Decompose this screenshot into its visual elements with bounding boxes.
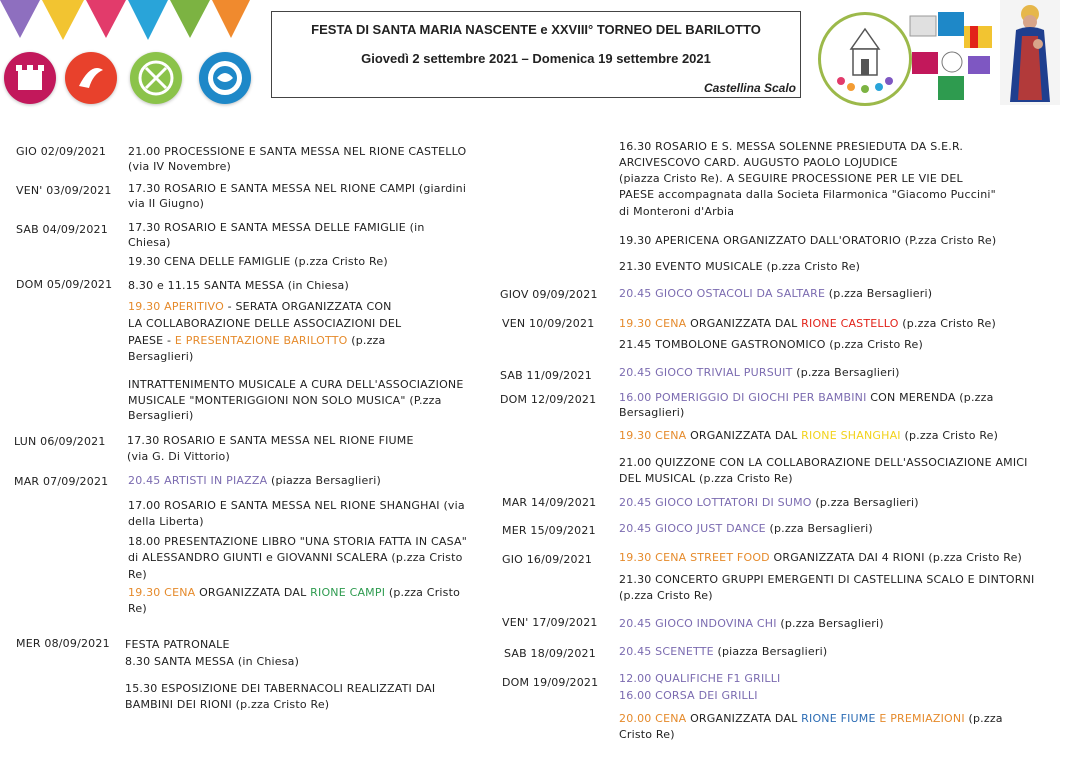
event-line	[619, 521, 873, 537]
event-line: 19.30 APERICENA ORGANIZZATO DALL'ORATORIO (P.zza Cristo Re)	[619, 234, 997, 247]
event-line: Chiesa)	[128, 236, 171, 249]
event-text: (piazza Bersaglieri)	[267, 474, 381, 487]
date-label: SAB 18/09/2021	[504, 647, 596, 660]
event-line: Cristo Re)	[619, 728, 675, 741]
event-text: (p.zza Bersaglieri)	[792, 366, 900, 379]
event-text: (p.zza Cristo Re)	[900, 429, 999, 442]
street-food-highlight: 19.30 CENA STREET FOOD	[619, 551, 770, 564]
madonna-icon	[1000, 0, 1060, 105]
flags-barrels-icon	[908, 12, 994, 102]
event-line: 17.30 ROSARIO E SANTA MESSA NEL RIONE CAMPI (giardini	[128, 182, 467, 195]
event-text: (p.zza Bersaglieri)	[765, 522, 873, 535]
event-text: (p.zza	[347, 334, 386, 347]
cena-highlight: 19.30 CENA	[619, 429, 687, 442]
event-line	[619, 711, 1003, 727]
rioni-flags-banner	[0, 0, 250, 40]
event-text: (p.zza Bersaglieri)	[776, 617, 884, 630]
event-text: - SERATA ORGANIZZATA CON	[223, 300, 392, 313]
date-label: MER 15/09/2021	[502, 524, 596, 537]
event-line: (via G. Di Vittorio)	[127, 450, 230, 463]
event-line	[619, 316, 996, 332]
madonna-statue-image	[1000, 0, 1060, 105]
event-line: 19.30 CENA DELLE FAMIGLIE (p.zza Cristo Re)	[128, 255, 388, 268]
date-label: VEN' 17/09/2021	[502, 616, 598, 629]
event-line: 21.00 QUIZZONE CON LA COLLABORAZIONE DELL'ASSOCIAZIONE AMICI	[619, 456, 1028, 469]
date-label: VEN 10/09/2021	[502, 317, 595, 330]
event-text: (p.zza Cristo Re)	[898, 317, 996, 330]
cena-highlight: 19.30 CENA	[619, 317, 687, 330]
event-line: 17.00 ROSARIO E SANTA MESSA NEL RIONE SHANGHAI (via	[128, 499, 465, 512]
cena-highlight: 19.30 CENA	[128, 586, 196, 599]
church-icon	[821, 15, 909, 103]
event-dates: Giovedì 2 settembre 2021 – Domenica 19 settembre 2021	[361, 51, 711, 66]
event-title: FESTA DI SANTA MARIA NASCENTE e XXVIII° TORNEO DEL BARILOTTO	[311, 22, 761, 37]
event-line	[619, 495, 919, 511]
torneo-barilotto-logo	[908, 12, 994, 102]
event-line	[619, 644, 827, 660]
rione-castello-highlight: RIONE CASTELLO	[801, 317, 899, 330]
scenette-highlight: 20.45 SCENETTE	[619, 645, 714, 658]
event-line	[619, 550, 1022, 566]
event-line	[128, 299, 392, 315]
aperitivo-highlight: 19.30 APERITIVO	[128, 300, 224, 313]
rione-fiume-badge-icon	[65, 52, 117, 104]
event-line: MUSICALE "MONTERIGGIONI NON SOLO MUSICA" (P.zza	[128, 394, 442, 407]
event-line: (via IV Novembre)	[128, 160, 232, 173]
event-line: 21.30 CONCERTO GRUPPI EMERGENTI DI CASTELLINA SCALO E DINTORNI	[619, 573, 1035, 586]
event-line: Bersaglieri)	[128, 350, 194, 363]
event-line	[128, 333, 385, 349]
date-label: SAB 11/09/2021	[500, 369, 592, 382]
date-label: MAR 14/09/2021	[502, 496, 597, 509]
event-line: 16.00 CORSA DEI GRILLI	[619, 689, 758, 702]
event-line	[619, 616, 884, 632]
date-label: GIO 02/09/2021	[16, 145, 107, 158]
event-line: 12.00 QUALIFICHE F1 GRILLI	[619, 672, 781, 685]
event-line: 18.00 PRESENTAZIONE LIBRO "UNA STORIA FATTA IN CASA"	[128, 535, 467, 548]
date-label: GIO 16/09/2021	[502, 553, 593, 566]
event-line: 8.30 e 11.15 SANTA MESSA (in Chiesa)	[128, 279, 349, 292]
gioco-highlight: 20.45 GIOCO LOTTATORI DI SUMO	[619, 496, 812, 509]
event-line: 16.30 ROSARIO E S. MESSA SOLENNE PRESIEDUTA DA S.E.R.	[619, 140, 964, 153]
event-text: (p.zza Bersaglieri)	[811, 496, 919, 509]
event-line: ARCIVESCOVO CARD. AUGUSTO PAOLO LOJUDICE	[619, 156, 898, 169]
event-line	[128, 585, 460, 601]
rione-fiume-highlight: RIONE FIUME	[801, 712, 876, 725]
premiazioni-highlight: E PREMIAZIONI	[879, 712, 965, 725]
event-line: Bersaglieri)	[128, 409, 194, 422]
rione-shanghai-badge-icon	[199, 52, 251, 104]
title-box	[271, 11, 801, 98]
event-line: 17.30 ROSARIO E SANTA MESSA NEL RIONE FIUME	[127, 434, 414, 447]
rione-campi-badge-icon	[130, 52, 182, 104]
event-line: 21.45 TOMBOLONE GASTRONOMICO (p.zza Cristo Re)	[619, 338, 923, 351]
event-text: PAESE -	[128, 334, 175, 347]
event-text: ORGANIZZATA DAL	[195, 586, 311, 599]
event-text: (p.zza Bersaglieri)	[825, 287, 933, 300]
pomeriggio-highlight: 16.00 POMERIGGIO DI GIOCHI PER BAMBINI	[619, 391, 867, 404]
event-line: 21.30 EVENTO MUSICALE (p.zza Cristo Re)	[619, 260, 861, 273]
event-line: Re)	[128, 602, 147, 615]
date-label: DOM 05/09/2021	[16, 278, 113, 291]
event-line: di ALESSANDRO GIUNTI e GIOVANNI SCALERA (p.zza Cristo	[128, 551, 463, 564]
cena-highlight: 20.00 CENA	[619, 712, 687, 725]
gioco-highlight: 20.45 GIOCO TRIVIAL PURSUIT	[619, 366, 793, 379]
event-line: di Monteroni d'Arbia	[619, 205, 735, 218]
rione-shanghai-highlight: RIONE SHANGHAI	[801, 429, 901, 442]
event-line: (piazza Cristo Re). A SEGUIRE PROCESSIONE PER LE VIE DEL	[619, 172, 963, 185]
date-label: DOM 12/09/2021	[500, 393, 597, 406]
event-text: (p.zza Cristo	[385, 586, 461, 599]
event-line: della Liberta)	[128, 515, 204, 528]
rione-campi-highlight: RIONE CAMPI	[310, 586, 386, 599]
event-text: ORGANIZZATA DAL	[686, 712, 802, 725]
date-label: LUN 06/09/2021	[14, 435, 106, 448]
event-line	[619, 286, 932, 302]
event-line: via II Giugno)	[128, 197, 205, 210]
event-line: DEL MUSICAL (p.zza Cristo Re)	[619, 472, 793, 485]
date-label: MER 08/09/2021	[16, 637, 110, 650]
event-text: ORGANIZZATA DAL	[686, 317, 802, 330]
event-line: 17.30 ROSARIO E SANTA MESSA DELLE FAMIGLIE (in	[128, 221, 425, 234]
barilotto-highlight: E PRESENTAZIONE BARILOTTO	[174, 334, 348, 347]
event-line: 8.30 SANTA MESSA (in Chiesa)	[125, 655, 300, 668]
date-label: VEN' 03/09/2021	[16, 184, 112, 197]
oratorio-logo	[818, 12, 912, 106]
event-line: INTRATTENIMENTO MUSICALE A CURA DELL'ASSOCIAZIONE	[128, 378, 464, 391]
event-line: Bersaglieri)	[619, 406, 685, 419]
date-label: SAB 04/09/2021	[16, 223, 108, 236]
gioco-highlight: 20.45 GIOCO OSTACOLI DA SALTARE	[619, 287, 826, 300]
event-line: FESTA PATRONALE	[125, 638, 230, 651]
date-label: DOM 19/09/2021	[502, 676, 599, 689]
artisti-highlight: 20.45 ARTISTI IN PIAZZA	[128, 474, 268, 487]
event-text: (p.zza	[964, 712, 1003, 725]
event-line: PAESE accompagnata dalla Societa Filarmonica "Giacomo Puccini"	[619, 188, 996, 201]
event-line: (p.zza Cristo Re)	[619, 589, 713, 602]
date-label: GIOV 09/09/2021	[500, 288, 598, 301]
bunting-flags-icon	[0, 0, 250, 40]
event-line: Re)	[128, 568, 147, 581]
event-line: LA COLLABORAZIONE DELLE ASSOCIAZIONI DEL	[128, 317, 402, 330]
event-text: ORGANIZZATA DAL	[686, 429, 802, 442]
event-line: BAMBINI DEI RIONI (p.zza Cristo Re)	[125, 698, 330, 711]
event-text: (piazza Bersaglieri)	[713, 645, 828, 658]
event-line	[128, 473, 381, 489]
event-text: CON MERENDA (p.zza	[866, 391, 994, 404]
event-line: 21.00 PROCESSIONE E SANTA MESSA NEL RIONE CASTELLO	[128, 145, 467, 158]
event-text: ORGANIZZATA DAI 4 RIONI (p.zza Cristo Re)	[769, 551, 1023, 564]
date-label: MAR 07/09/2021	[14, 475, 109, 488]
event-line	[619, 428, 998, 444]
event-place: Castellina Scalo	[703, 81, 796, 95]
event-line: 15.30 ESPOSIZIONE DEI TABERNACOLI REALIZZATI DAI	[125, 682, 436, 695]
gioco-highlight: 20.45 GIOCO JUST DANCE	[619, 522, 766, 535]
event-line	[619, 390, 994, 406]
event-line	[619, 365, 900, 381]
rione-castello-badge-icon	[4, 52, 56, 104]
gioco-highlight: 20.45 GIOCO INDOVINA CHI	[619, 617, 777, 630]
